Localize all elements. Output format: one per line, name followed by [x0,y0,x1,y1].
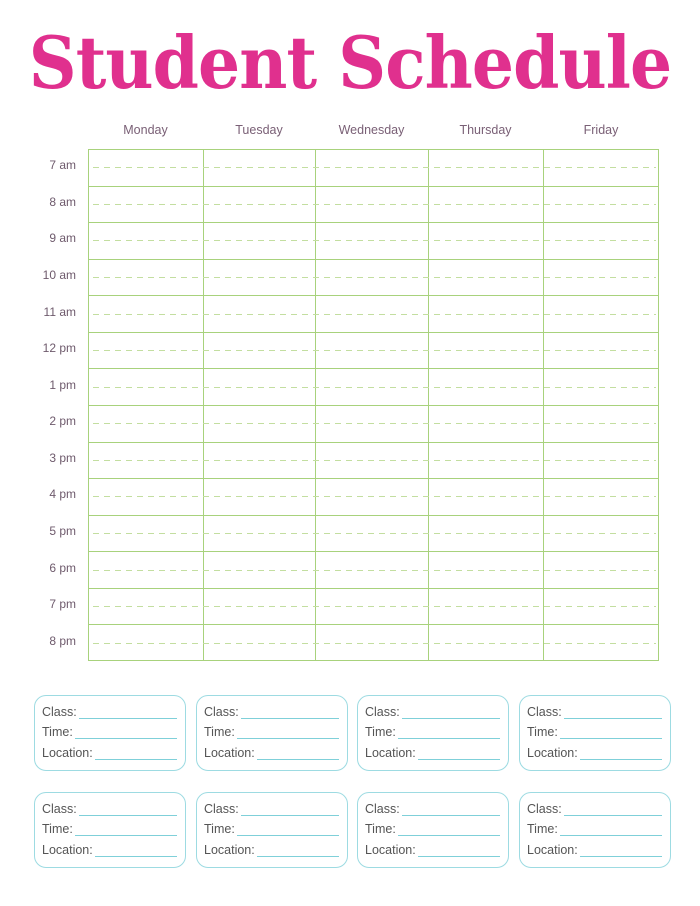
time-field [527,724,662,740]
schedule-cell-wednesday-1pm[interactable] [316,369,429,406]
location-field [42,842,177,858]
class-field [527,704,662,720]
class-label: Class: [42,705,77,719]
class-label: Class: [527,802,562,816]
schedule-cell-friday-8am[interactable] [544,187,660,224]
schedule-cell-monday-5pm[interactable] [89,516,204,553]
schedule-cell-monday-11am[interactable] [89,296,204,333]
class-label: Class: [42,802,77,816]
schedule-cell-monday-3pm[interactable] [89,443,204,480]
time-label: 3 pm [49,450,76,465]
time-input-line[interactable] [237,835,339,836]
schedule-cell-tuesday-5pm[interactable] [204,516,316,553]
schedule-cell-wednesday-10am[interactable] [316,260,429,297]
schedule-cell-wednesday-6pm[interactable] [316,552,429,589]
time-label: 7 pm [49,597,76,612]
class-card [196,792,348,868]
time-input-line[interactable] [398,835,500,836]
class-input-line[interactable] [79,718,177,719]
schedule-cell-friday-11am[interactable] [544,296,660,333]
location-field [204,842,339,858]
time-input-line[interactable] [560,738,662,739]
schedule-cell-thursday-10am[interactable] [429,260,544,297]
location-input-line[interactable] [257,856,339,857]
schedule-cell-tuesday-12pm[interactable] [204,333,316,370]
schedule-cell-monday-4pm[interactable] [89,479,204,516]
class-label: Class: [365,705,400,719]
day-header-friday: Friday [583,123,619,137]
class-input-line[interactable] [402,815,500,816]
time-label: Time: [42,822,73,836]
schedule-cell-monday-12pm[interactable] [89,333,204,370]
schedule-cell-thursday-5pm[interactable] [429,516,544,553]
time-label: Time: [527,725,558,739]
schedule-cell-thursday-6pm[interactable] [429,552,544,589]
class-input-line[interactable] [564,815,662,816]
time-label: Time: [204,822,235,836]
time-input-line[interactable] [560,835,662,836]
class-card [196,695,348,771]
schedule-cell-friday-8pm[interactable] [544,625,660,662]
schedule-cell-wednesday-4pm[interactable] [316,479,429,516]
class-card [357,792,509,868]
schedule-cell-friday-1pm[interactable] [544,369,660,406]
location-label: Location: [527,746,578,760]
schedule-cell-tuesday-7pm[interactable] [204,589,316,626]
class-input-line[interactable] [241,815,339,816]
class-label: Class: [527,705,562,719]
location-label: Location: [42,746,93,760]
day-header-tuesday: Tuesday [235,123,283,137]
schedule-cell-monday-2pm[interactable] [89,406,204,443]
class-input-line[interactable] [402,718,500,719]
schedule-cell-monday-7pm[interactable] [89,589,204,626]
time-field [365,821,500,837]
class-field [365,801,500,817]
time-label: Time: [365,725,396,739]
location-input-line[interactable] [418,759,500,760]
schedule-cell-wednesday-9am[interactable] [316,223,429,260]
schedule-cell-wednesday-7am[interactable] [316,150,429,187]
schedule-cell-tuesday-4pm[interactable] [204,479,316,516]
time-label: 7 am [49,158,76,173]
time-field [204,724,339,740]
schedule-cell-thursday-12pm[interactable] [429,333,544,370]
schedule-cell-tuesday-3pm[interactable] [204,443,316,480]
location-field [42,745,177,761]
location-field [527,842,662,858]
schedule-cell-tuesday-9am[interactable] [204,223,316,260]
schedule-cell-friday-7pm[interactable] [544,589,660,626]
time-label: 5 pm [49,524,76,538]
time-label: 9 am [49,231,76,246]
schedule-cell-monday-8am[interactable] [89,187,204,224]
time-field [365,724,500,740]
schedule-cell-thursday-9am[interactable] [429,223,544,260]
schedule-cell-wednesday-5pm[interactable] [316,516,429,553]
location-field [365,842,500,858]
schedule-cell-tuesday-1pm[interactable] [204,369,316,406]
schedule-cell-monday-1pm[interactable] [89,369,204,406]
schedule-cell-monday-6pm[interactable] [89,552,204,589]
day-header-monday: Monday [123,123,168,137]
location-label: Location: [204,843,255,857]
schedule-cell-wednesday-2pm[interactable] [316,406,429,443]
class-field [527,801,662,817]
time-label: 8 am [49,194,76,209]
schedule-cell-wednesday-12pm[interactable] [316,333,429,370]
location-field [365,745,500,761]
schedule-cell-friday-7am[interactable] [544,150,660,187]
time-label: 4 pm [49,487,76,502]
class-card [34,792,186,868]
schedule-cell-thursday-11am[interactable] [429,296,544,333]
schedule-cell-thursday-2pm[interactable] [429,406,544,443]
schedule-cell-thursday-1pm[interactable] [429,369,544,406]
class-card [34,695,186,771]
schedule-cell-tuesday-10am[interactable] [204,260,316,297]
time-label: 8 pm [49,633,76,648]
time-input-line[interactable] [237,738,339,739]
time-label: 10 am [42,268,76,282]
class-field [42,801,177,817]
day-header-wednesday: Wednesday [338,123,405,137]
schedule-cell-tuesday-8am[interactable] [204,187,316,224]
class-input-line[interactable] [241,718,339,719]
location-label: Location: [365,746,416,760]
schedule-cell-friday-4pm[interactable] [544,479,660,516]
schedule-cell-thursday-8am[interactable] [429,187,544,224]
schedule-cell-wednesday-8pm[interactable] [316,625,429,662]
class-card [357,695,509,771]
location-input-line[interactable] [580,856,662,857]
class-label: Class: [365,802,400,816]
schedule-cell-tuesday-11am[interactable] [204,296,316,333]
time-input-line[interactable] [398,738,500,739]
schedule-cell-friday-6pm[interactable] [544,552,660,589]
schedule-cell-friday-3pm[interactable] [544,443,660,480]
time-label: 6 pm [49,560,76,575]
class-label: Class: [204,802,239,816]
class-field [204,801,339,817]
location-input-line[interactable] [95,856,177,857]
schedule-cell-thursday-7am[interactable] [429,150,544,187]
class-input-line[interactable] [564,718,662,719]
class-field [204,704,339,720]
location-input-line[interactable] [95,759,177,760]
location-input-line[interactable] [257,759,339,760]
location-label: Location: [42,843,93,857]
time-input-line[interactable] [75,835,177,836]
location-field [204,745,339,761]
location-label: Location: [527,843,578,857]
schedule-cell-friday-2pm[interactable] [544,406,660,443]
class-input-line[interactable] [79,815,177,816]
time-label: 2 pm [49,414,76,429]
time-field [42,821,177,837]
schedule-cell-monday-9am[interactable] [89,223,204,260]
schedule-cell-thursday-7pm[interactable] [429,589,544,626]
location-field [527,745,662,761]
time-label: 11 am [43,304,76,319]
schedule-cell-thursday-4pm[interactable] [429,479,544,516]
schedule-cell-friday-10am[interactable] [544,260,660,297]
schedule-cell-monday-8pm[interactable] [89,625,204,662]
schedule-cell-monday-10am[interactable] [89,260,204,297]
schedule-cell-wednesday-7pm[interactable] [316,589,429,626]
schedule-cell-friday-12pm[interactable] [544,333,660,370]
schedule-cell-tuesday-7am[interactable] [204,150,316,187]
time-field [42,724,177,740]
schedule-grid [88,149,659,661]
location-label: Location: [365,843,416,857]
time-field [204,821,339,837]
schedule-cell-wednesday-8am[interactable] [316,187,429,224]
page-title: Student Schedule [28,20,672,105]
schedule-cell-monday-7am[interactable] [89,150,204,187]
class-field [365,704,500,720]
schedule-cell-thursday-8pm[interactable] [429,625,544,662]
time-label: 1 pm [49,377,76,392]
schedule-cell-tuesday-6pm[interactable] [204,552,316,589]
location-input-line[interactable] [580,759,662,760]
time-input-line[interactable] [75,738,177,739]
schedule-cell-wednesday-11am[interactable] [316,296,429,333]
schedule-cell-wednesday-3pm[interactable] [316,443,429,480]
location-label: Location: [204,746,255,760]
time-label: Time: [204,725,235,739]
schedule-cell-tuesday-2pm[interactable] [204,406,316,443]
time-label: Time: [42,725,73,739]
schedule-cell-friday-5pm[interactable] [544,516,660,553]
class-card [519,792,671,868]
class-field [42,704,177,720]
schedule-cell-tuesday-8pm[interactable] [204,625,316,662]
time-field [527,821,662,837]
class-label: Class: [204,705,239,719]
schedule-cell-friday-9am[interactable] [544,223,660,260]
class-card [519,695,671,771]
location-input-line[interactable] [418,856,500,857]
time-label: Time: [527,822,558,836]
schedule-cell-thursday-3pm[interactable] [429,443,544,480]
time-label: 12 pm [42,341,76,356]
time-label: Time: [365,822,396,836]
day-header-thursday: Thursday [459,123,512,137]
